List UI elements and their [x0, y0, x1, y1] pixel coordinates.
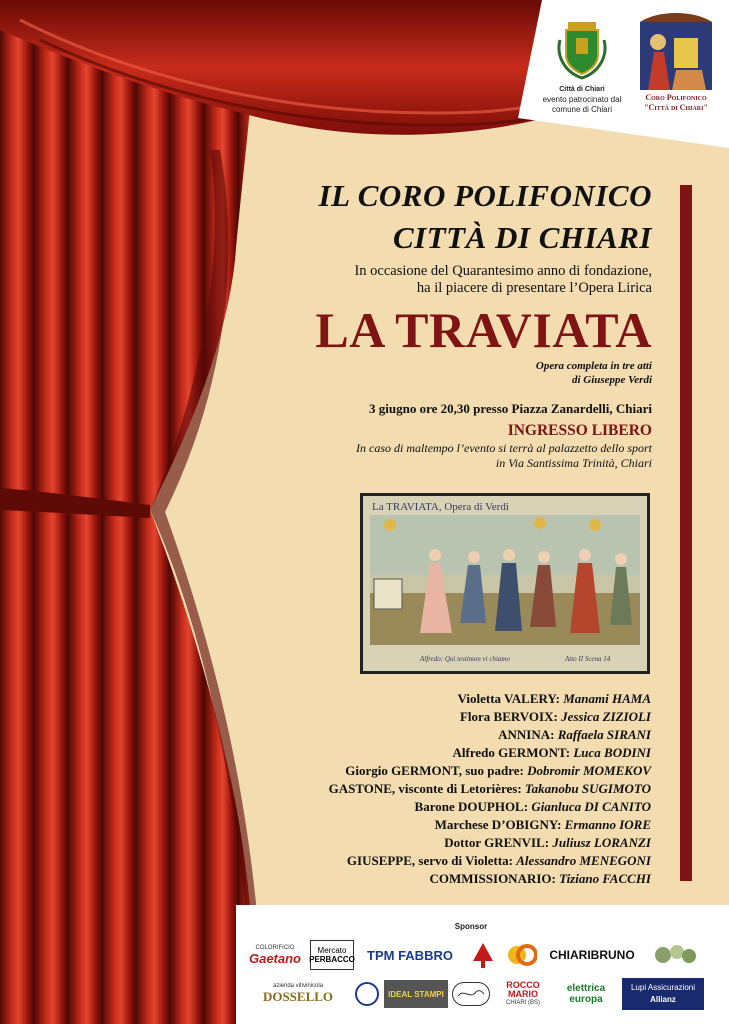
sponsor-rocco-logo	[494, 978, 552, 1010]
sponsor-tpm-logo	[360, 940, 460, 970]
cast-row	[251, 834, 651, 852]
cast-row	[251, 690, 651, 708]
chiari-comune-label: Città di Chiari	[559, 86, 605, 93]
weather-note-line1: In caso di maltempo l’evento si terrà al palazzetto dello sport	[356, 441, 652, 455]
oc-icon	[507, 941, 537, 969]
cast-role: COMMISSIONARIO:	[429, 871, 556, 886]
cast-actor: Luca BODINI	[573, 745, 651, 760]
sponsor-tree-logo	[468, 938, 498, 972]
cast-actor: Takanobu SUGIMOTO	[524, 781, 651, 796]
mercato-line2: PERBACCO	[309, 955, 355, 964]
choir-name-line1: IL CORO POLIFONICO	[318, 178, 652, 213]
logo-badge	[518, 0, 729, 148]
opera-subtitle-line1: Opera completa in tre atti	[535, 360, 652, 372]
cast-actor: Jessica ZIZIOLI	[561, 709, 651, 724]
patronage-text: evento patrocinato dal comune di Chiari	[542, 95, 622, 114]
tree-icon	[471, 941, 495, 969]
cast-role: Marchese D’OBIGNY:	[434, 817, 562, 832]
illustration-title: La TRAVIATA, Opera di Verdi	[372, 501, 509, 513]
rocco-line2: MARIO	[508, 988, 538, 999]
cast-row	[251, 852, 651, 870]
opera-scene-illustration	[360, 493, 650, 674]
floral-icon	[651, 940, 701, 970]
cast-actor: Juliusz LORANZI	[552, 835, 651, 850]
sponsor-oval-logo	[452, 982, 490, 1006]
sponsor-floral-logo	[648, 938, 704, 972]
cast-row	[251, 744, 651, 762]
sponsor-mercato-logo	[310, 940, 354, 970]
sponsor-round-logo-1	[354, 980, 380, 1008]
illustration-caption-left: Alfredo: Qui testimon vi chiamo	[420, 655, 510, 663]
cast-actor: Manami HAMA	[563, 691, 651, 706]
cast-role: GIUSEPPE, servo di Violetta:	[346, 853, 514, 868]
cast-role: Barone DOUPHOL:	[414, 799, 529, 814]
cast-row	[251, 798, 651, 816]
coro-emblem-icon	[640, 13, 712, 90]
cast-actor: Raffaela SIRANI	[557, 727, 651, 742]
cast-actor: Ermanno IORE	[564, 817, 651, 832]
weather-note-line2: in Via Santissima Trinità, Chiari	[495, 456, 652, 470]
main-text-block	[260, 175, 652, 471]
dossello-small: azienda vitivinicola	[272, 983, 324, 989]
cast-row	[251, 708, 651, 726]
sponsor-dossello-logo	[246, 978, 350, 1010]
lupi-line2: Allianz	[650, 995, 676, 1004]
opera-subtitle-line2: di Giuseppe Verdi	[571, 374, 652, 386]
sponsor-chiaribruno-logo	[542, 940, 642, 970]
chiaribruno-name: CHIARIBRUNO	[549, 948, 635, 962]
cast-row	[251, 762, 651, 780]
chiari-caption	[542, 85, 622, 115]
sponsor-lupi-logo	[622, 978, 704, 1010]
cast-role: Alfredo GERMONT:	[452, 745, 571, 760]
mercato-line1: Mercato	[317, 946, 347, 955]
rocco-line3: CHIARI (BS)	[505, 999, 540, 1006]
illustration-caption-right: Atto II Scena 14	[565, 655, 611, 663]
cast-row	[251, 726, 651, 744]
cast-list	[251, 690, 651, 888]
opera-title: LA TRAVIATA	[315, 302, 652, 358]
coro-caption-line2: "Città di Chiari"	[644, 103, 708, 112]
admission-label: INGRESSO LIBERO	[507, 422, 652, 439]
sponsor-oc-logo	[506, 940, 538, 970]
intro-line1: In occasione del Quarantesimo anno di fondazione,	[354, 263, 652, 279]
coro-caption-line1: Coro Polifonico	[645, 93, 707, 102]
dossello-name: DOSSELLO	[262, 989, 334, 1004]
sponsor-gaetano-logo	[246, 940, 304, 970]
cast-role: Giorgio GERMONT, suo padre:	[345, 763, 524, 778]
signature-icon	[456, 986, 486, 1002]
intro-line2: ha il piacere di presentare l’Opera Lirica	[416, 280, 652, 296]
gaetano-top: COLORIFICIO	[255, 944, 295, 951]
cast-row	[251, 816, 651, 834]
accent-stripe	[680, 185, 692, 881]
sponsor-ideal-logo	[384, 980, 448, 1008]
coro-caption	[628, 93, 724, 113]
badge-icon	[355, 982, 379, 1006]
event-datetime: 3 giugno ore 20,30 presso Piazza Zanardelli, Chiari	[369, 401, 652, 416]
cast-actor: Gianluca DI CANITO	[531, 799, 651, 814]
cast-actor: Alessandro MENEGONI	[516, 853, 651, 868]
cast-role: GASTONE, visconte di Letorières:	[328, 781, 522, 796]
rocco-line1: ROCCO	[506, 979, 540, 990]
cast-actor: Tiziano FACCHI	[559, 871, 651, 886]
lupi-line1: Lupi Assicurazioni	[630, 983, 696, 992]
ideal-name: IDEAL STAMPI	[388, 989, 444, 999]
cast-role: Violetta VALERY:	[457, 691, 560, 706]
cast-row	[251, 780, 651, 798]
elettrica-line1: elettrica	[566, 983, 606, 994]
gaetano-name: Gaetano	[248, 950, 301, 966]
cast-actor: Dobromir MOMEKOV	[527, 763, 651, 778]
cast-role: Dottor GRENVIL:	[444, 835, 550, 850]
cast-row	[251, 870, 651, 888]
tpm-name: TPM FABBRO	[367, 947, 453, 963]
cast-role: ANNINA:	[498, 727, 555, 742]
cast-role: Flora BERVOIX:	[459, 709, 558, 724]
choir-name-line2: CITTÀ DI CHIARI	[392, 220, 652, 255]
sponsor-elettrica-logo	[554, 978, 618, 1010]
elettrica-line2: europa	[569, 994, 603, 1005]
sponsor-title: Sponsor	[454, 922, 488, 931]
